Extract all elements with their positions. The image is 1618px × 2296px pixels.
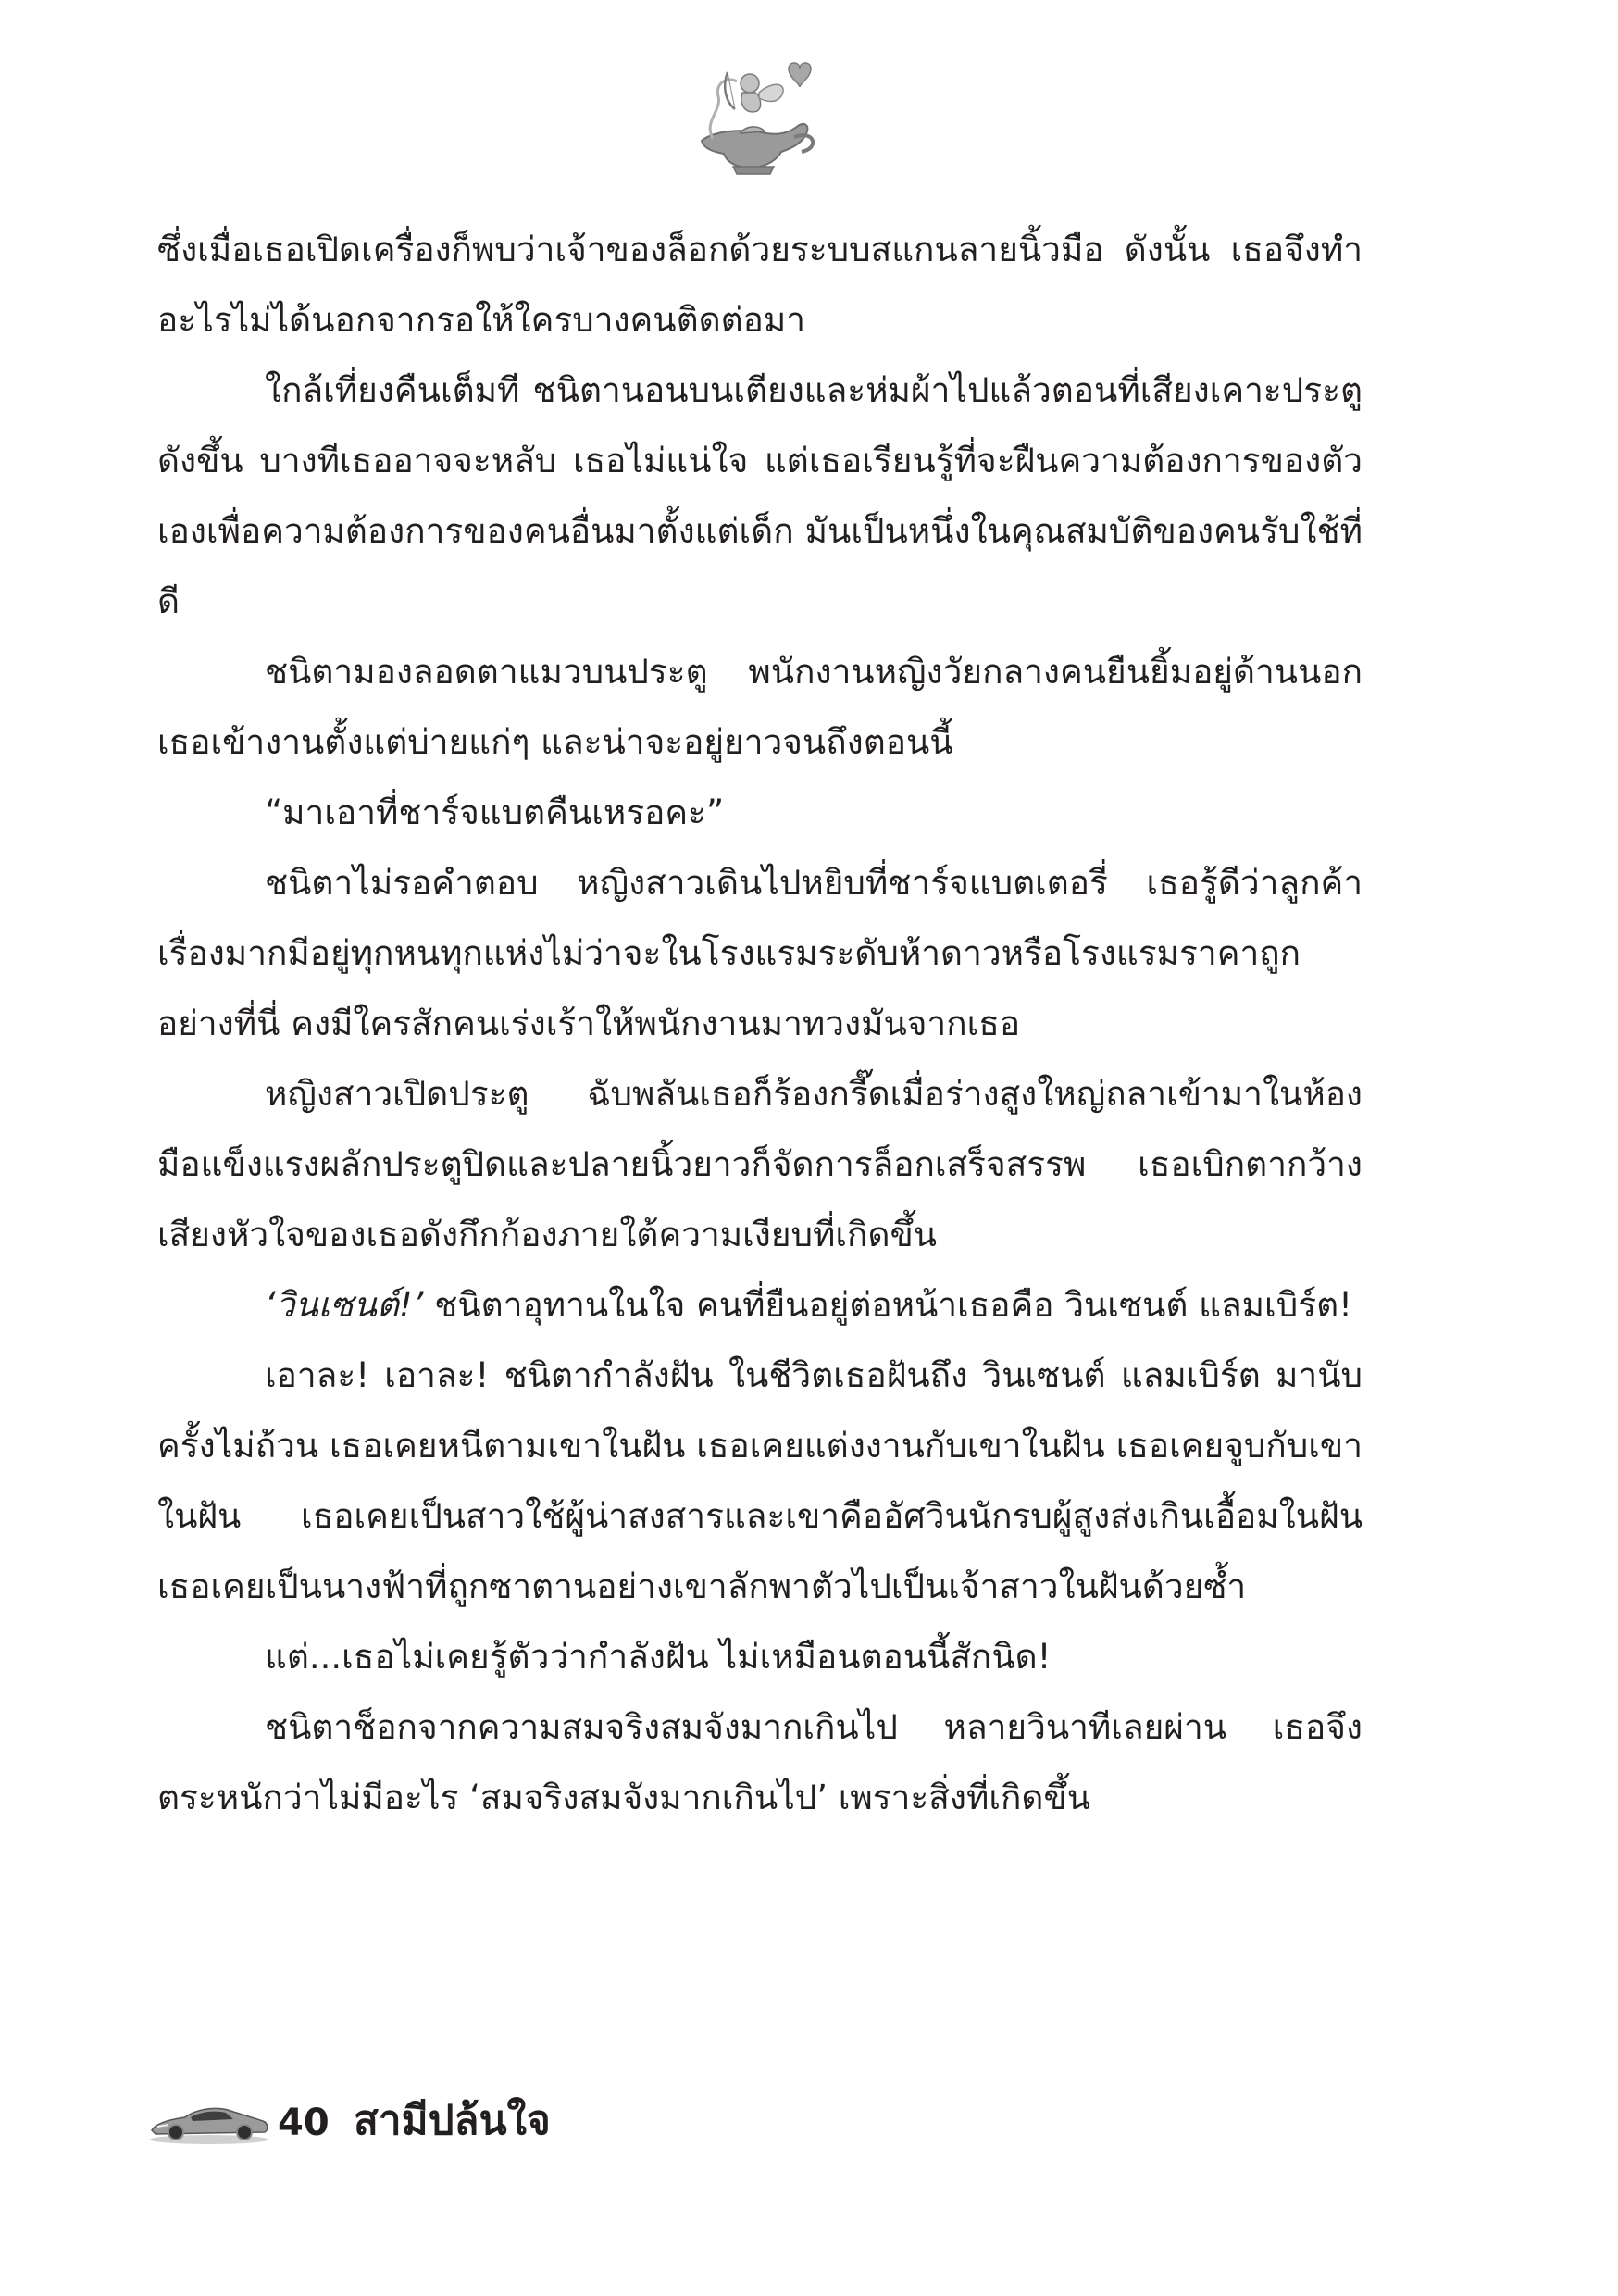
paragraph-8: เอาละ! เอาละ! ชนิตากำลังฝัน ในชีวิตเธอฝันถึง วินเซนต์ แลมเบิร์ต มานับครั้งไม่ถ้วน เธอเคยหนีตามเขาในฝัน เธอเคยแต่งงานกับเขาในฝัน เธอเคยจูบกับเขาในฝัน เธอเคยเป็นสาวใช้ผู้น่าสงสารและเขาคืออัศวินนักรบผู้สูงส่งเกินเอื้อมในฝัน เธอเคยเป็นนางฟ้าที่ถูกซาตานอย่างเขาลักพาตัวไปเป็นเจ้าสาวในฝันด้วยซ้ำ (157, 1355, 1374, 1606)
exclamation-vincent: ‘วินเซนต์!’ (265, 1285, 424, 1325)
paragraph-6: หญิงสาวเปิดประตู ฉับพลันเธอก็ร้องกรี๊ดเมื่อร่างสูงใหญ่ถลาเข้ามาในห้อง มือแข็งแรงผลักประตูปิดและปลายนิ้วยาวก็จัดการล็อกเสร็จสรรพ เธอเบิกตากว้าง เสียงหัวใจของเธอดังกึกก้องภายใต้ความเงียบที่เกิดขึ้น (157, 1074, 1374, 1254)
paragraph-2: ใกล้เที่ยงคืนเต็มที ชนิตานอนบนเตียงและห่มผ้าไปแล้วตอนที่เสียงเคาะประตูดังขึ้น บางทีเธออาจจะหลับ เธอไม่แน่ใจ แต่เธอเรียนรู้ที่จะฝืนความต้องการของตัวเองเพื่อความต้องการของคนอื่นมาตั้งแต่เด็ก มันเป็นหนึ่งในคุณสมบัติของคนรับใช้ที่ดี (157, 370, 1363, 621)
paragraph-10: ชนิตาช็อกจากความสมจริงสมจังมากเกินไป หลายวินาทีเลยผ่าน เธอจึงตระหนักว่าไม่มีอะไร ‘สมจริงสมจังมากเกินไป’ เพราะสิ่งที่เกิดขึ้น (157, 1707, 1363, 1817)
body-text (157, 215, 1374, 1833)
page-footer (148, 2088, 796, 2162)
paragraph-5: ชนิตาไม่รอคำตอบ หญิงสาวเดินไปหยิบที่ชาร์จแบตเตอรี่ เธอรู้ดีว่าลูกค้าเรื่องมากมีอยู่ทุกหนทุกแห่งไม่ว่าจะในโรงแรมระดับห้าดาวหรือโรงแรมราคาถูกอย่างที่นี่ คงมีใครสักคนเร่งเร้าให้พนักงานมาทวงมันจากเธอ (157, 863, 1363, 1043)
sports-car-icon (148, 2099, 270, 2145)
paragraph-9: แต่...เธอไม่เคยรู้ตัวว่ากำลังฝัน ไม่เหมือนตอนนี้สักนิด! (265, 1637, 1052, 1677)
page-number: 40 (278, 2102, 330, 2144)
paragraph-7 (157, 1270, 1363, 1341)
paragraph-1: ซึ่งเมื่อเธอเปิดเครื่องก็พบว่าเจ้าของล็อกด้วยระบบสแกนลายนิ้วมือ ดังนั้น เธอจึงทำอะไรไม่ได้นอกจากรอให้ใครบางคนติดต่อมา (157, 230, 1363, 340)
paragraph-3: ชนิตามองลอดตาแมวบนประตู พนักงานหญิงวัยกลางคนยืนยิ้มอยู่ด้านนอก เธอเข้างานตั้งแต่บ่ายแก่ๆ และน่าจะอยู่ยาวจนถึงตอนนี้ (157, 652, 1374, 762)
paragraph-7-text: ชนิตาอุทานในใจ คนที่ยืนอยู่ต่อหน้าเธอคือ วินเซนต์ แลมเบิร์ต! (423, 1285, 1352, 1325)
cupid-magic-lamp-icon (685, 56, 824, 181)
book-title: สามีปล้นใจ (354, 2097, 551, 2144)
paragraph-4: “มาเอาที่ชาร์จแบตคืนเหรอคะ” (265, 792, 725, 832)
